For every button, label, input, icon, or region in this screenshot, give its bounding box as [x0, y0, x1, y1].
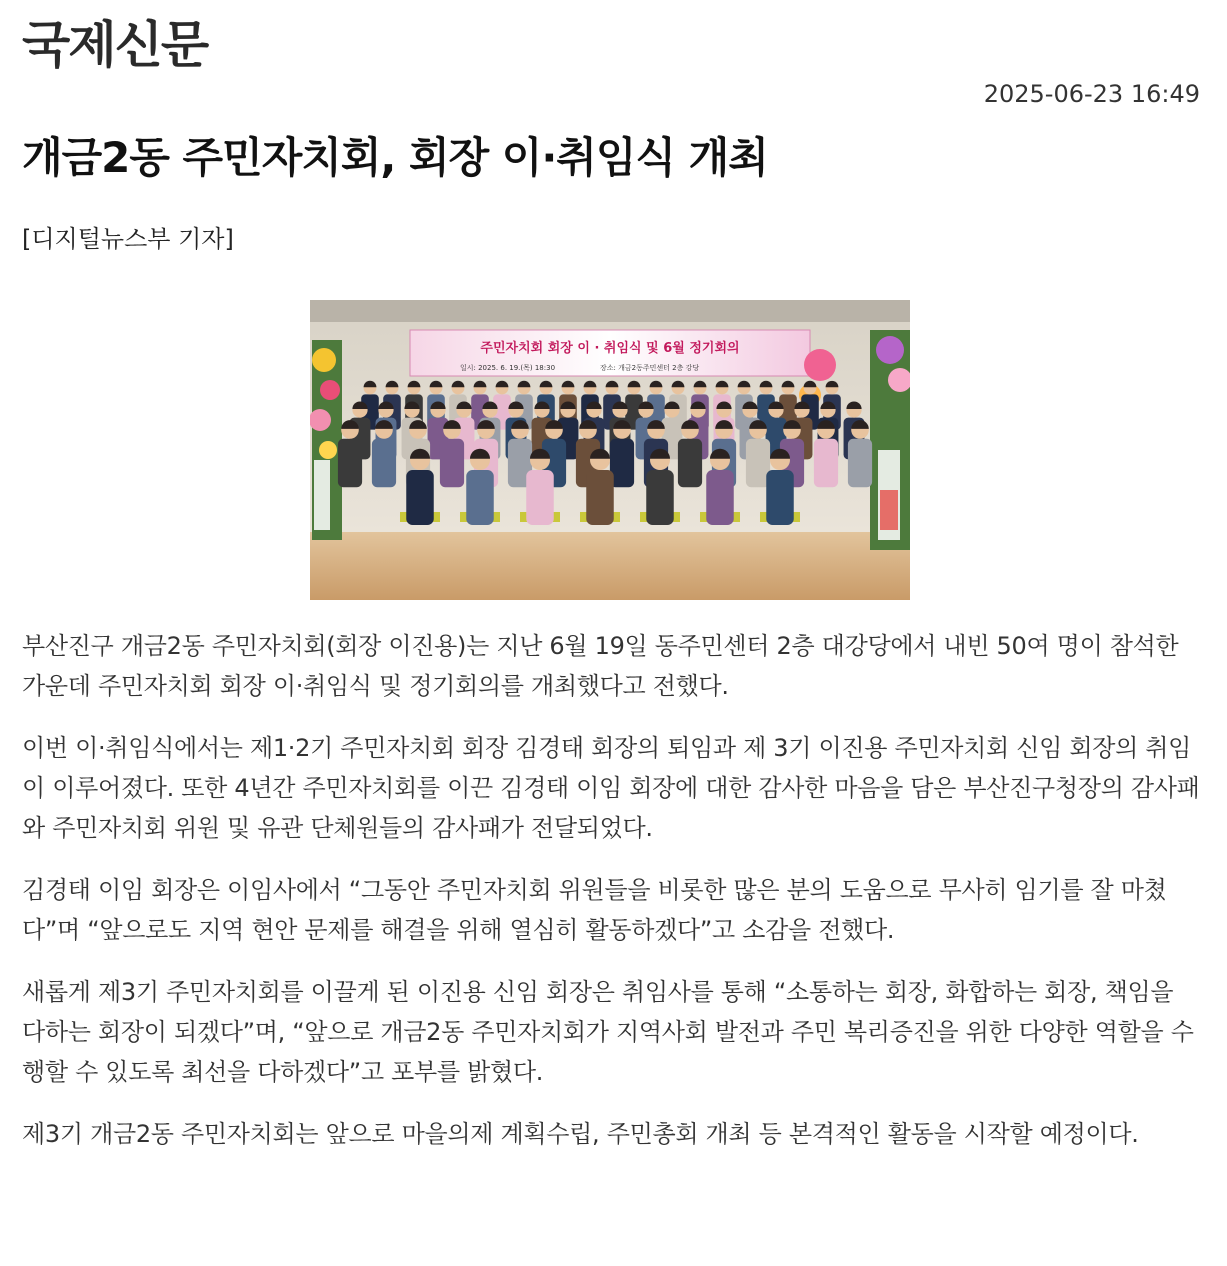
person-figure — [646, 449, 674, 525]
article-datetime: 2025-06-23 16:49 — [983, 80, 1200, 108]
flower-wreath-left — [310, 340, 342, 540]
person-figure — [848, 420, 872, 487]
people-group — [338, 381, 872, 525]
person-figure — [586, 449, 614, 525]
banner-title: 주민자치회 회장 이 · 취임식 및 6월 정기회의 — [480, 341, 740, 356]
event-banner — [410, 330, 810, 376]
person-figure — [372, 420, 396, 487]
newspaper-logo[interactable]: 국제신문 — [22, 16, 208, 74]
article-paragraph: 김경태 이임 회장은 이임사에서 “그동안 주민자치회 위원들을 비롯한 많은 분의 도움으로 무사히 임기를 잘 마쳤다”며 “앞으로도 지역 현안 문제를 해결을 위해 열심히 활동하겠다”고 소감을 전했다. — [22, 876, 1167, 944]
article-paragraph: 부산진구 개금2동 주민자치회(회장 이진용)는 지난 6월 19일 동주민센터 2층 대강당에서 내빈 50여 명이 참석한 가운데 주민자치회 회장 이·취임식 및 정기회의를 개최했다고 전했다. — [22, 632, 1179, 700]
article-body — [22, 626, 1202, 1176]
article-title: 개금2동 주민자치회, 회장 이·취임식 개최 — [22, 133, 768, 182]
article-paragraph: 이번 이·취임식에서는 제1·2기 주민자치회 회장 김경태 회장의 퇴임과 제 3기 이진용 주민자치회 신임 회장의 취임이 이루어졌다. 또한 4년간 주민자치회를 이끈 김경태 이임 회장에 대한 감사한 마음을 담은 부산진구청장의 감사패와 주민자치회 위원 및 유관 단체원들의 감사패가 전달되었다. — [22, 734, 1200, 842]
person-figure — [678, 420, 702, 487]
person-figure — [406, 449, 434, 525]
article-paragraph: 새롭게 제3기 주민자치회를 이끌게 된 이진용 신임 회장은 취임사를 통해 “소통하는 회장, 화합하는 회장, 책임을 다하는 회장이 되겠다”며, “앞으로 개금2동 주민자치회가 지역사회 발전과 주민 복리증진을 위한 다양한 역할을 수행할 수 있도록 최선을 다하겠다”고 포부를 밝혔다. — [22, 978, 1194, 1086]
person-figure — [526, 449, 554, 525]
article-paragraph: 제3기 개금2동 주민자치회는 앞으로 마을의제 계획수립, 주민총회 개최 등 본격적인 활동을 시작할 예정이다. — [22, 1120, 1139, 1148]
banner-date: 일시: 2025. 6. 19.(목) 18:30 — [460, 364, 556, 372]
article-byline: [디지털뉴스부 기자] — [22, 225, 234, 253]
article-photo — [310, 300, 910, 600]
person-figure — [766, 449, 794, 525]
person-figure — [814, 420, 838, 487]
group-photo-illustration — [310, 300, 910, 600]
person-figure — [338, 420, 362, 487]
banner-place: 장소: 개금2동주민센터 2층 강당 — [600, 364, 700, 372]
person-figure — [706, 449, 734, 525]
person-figure — [440, 420, 464, 487]
person-figure — [466, 449, 494, 525]
